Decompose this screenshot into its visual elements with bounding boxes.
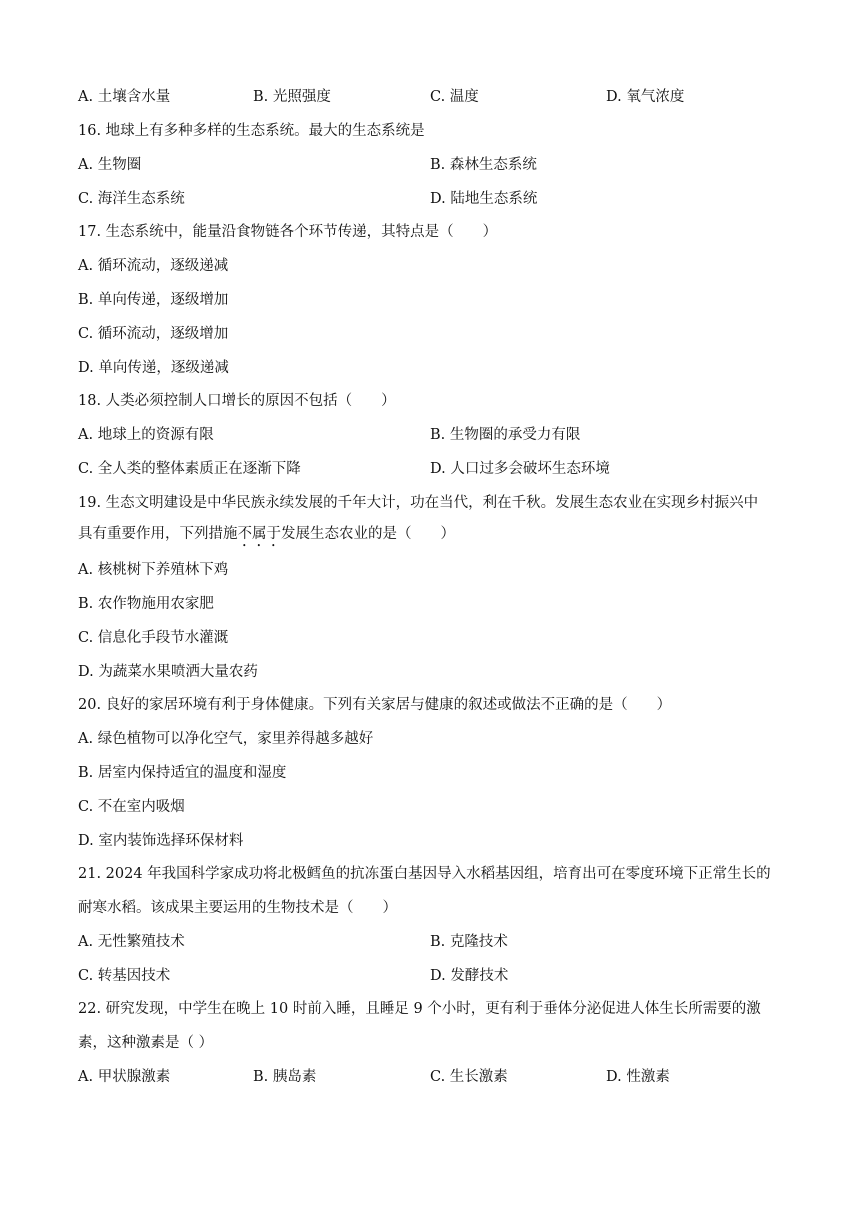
q19-option-b: B. 农作物施用农家肥 xyxy=(78,596,214,612)
q15-option-c: C. 温度 xyxy=(430,89,479,105)
q18-option-a: A. 地球上的资源有限 xyxy=(78,427,214,443)
q17-option-a: A. 循环流动，逐级递减 xyxy=(78,258,229,274)
q16-options-row2 xyxy=(78,189,798,209)
q21-option-b: B. 克隆技术 xyxy=(430,934,508,950)
q19-stem-pre: 具有重要作用，下列措施 xyxy=(78,526,238,542)
q19-stem-post: 发展生态农业的是（ ） xyxy=(281,526,455,542)
q18-options-row1 xyxy=(78,425,798,445)
q20-option-d: D. 室内装饰选择环保材料 xyxy=(78,833,244,849)
q16-stem: 16. 地球上有多种多样的生态系统。最大的生态系统是 xyxy=(78,123,425,139)
q17-option-b: B. 单向传递，逐级增加 xyxy=(78,292,229,308)
q19-option-a: A. 核桃树下养殖林下鸡 xyxy=(78,562,229,578)
q19-stem-line1: 19. 生态文明建设是中华民族永续发展的千年大计，功在当代，利在千秋。发展生态农业在实现乡村振兴中 xyxy=(78,495,759,511)
q21-option-c: C. 转基因技术 xyxy=(78,968,171,984)
q20-option-b: B. 居室内保持适宜的温度和湿度 xyxy=(78,765,287,781)
q18-options-row2 xyxy=(78,459,798,479)
q20-stem: 20. 良好的家居环境有利于身体健康。下列有关家居与健康的叙述或做法不正确的是（ ） xyxy=(78,697,672,713)
q19-option-c: C. 信息化手段节水灌溉 xyxy=(78,630,229,646)
q20-option-a: A. 绿色植物可以净化空气，家里养得越多越好 xyxy=(78,731,374,747)
q15-option-d: D. 氧气浓度 xyxy=(606,89,685,105)
q21-options-row1 xyxy=(78,932,798,952)
q18-stem: 18. 人类必须控制人口增长的原因不包括（ ） xyxy=(78,393,396,409)
q18-option-c: C. 全人类的整体素质正在逐渐下降 xyxy=(78,461,301,477)
q21-options-row2 xyxy=(78,966,798,986)
q16-options-row1 xyxy=(78,155,798,175)
q22-stem-line2: 素，这种激素是（ ） xyxy=(78,1035,214,1051)
q15-option-a: A. 土壤含水量 xyxy=(78,89,171,105)
q17-stem: 17. 生态系统中，能量沿食物链各个环节传递，其特点是（ ） xyxy=(78,224,498,240)
q21-option-d: D. 发酵技术 xyxy=(430,968,509,984)
q22-options xyxy=(78,1067,798,1087)
q22-option-c: C. 生长激素 xyxy=(430,1069,508,1085)
q22-option-d: D. 性激素 xyxy=(606,1069,670,1085)
q15-option-b: B. 光照强度 xyxy=(253,89,331,105)
q20-option-c: C. 不在室内吸烟 xyxy=(78,799,185,815)
q17-option-d: D. 单向传递，逐级递减 xyxy=(78,360,229,376)
q22-option-b: B. 胰岛素 xyxy=(253,1069,317,1085)
q19-stem-emphasis: 不属于 xyxy=(237,526,281,542)
q22-option-a: A. 甲状腺激素 xyxy=(78,1069,171,1085)
q19-option-d: D. 为蔬菜水果喷洒大量农药 xyxy=(78,664,258,680)
q22-stem-line1: 22. 研究发现，中学生在晚上 10 时前入睡，且睡足 9 个小时，更有利于垂体分泌促进人体生长所需要的激 xyxy=(78,1001,761,1017)
q19-stem-line2 xyxy=(78,524,455,550)
q21-option-a: A. 无性繁殖技术 xyxy=(78,934,185,950)
q16-option-a: A. 生物圈 xyxy=(78,157,142,173)
q16-option-d: D. 陆地生态系统 xyxy=(430,191,538,207)
q17-option-c: C. 循环流动，逐级增加 xyxy=(78,326,229,342)
q18-option-b: B. 生物圈的承受力有限 xyxy=(430,427,581,443)
q15-options xyxy=(78,87,798,107)
q16-option-b: B. 森林生态系统 xyxy=(430,157,537,173)
q21-stem-line1: 21. 2024 年我国科学家成功将北极鳕鱼的抗冻蛋白基因导入水稻基因组，培育出可在零度环境下正常生长的 xyxy=(78,866,771,882)
q21-stem-line2: 耐寒水稻。该成果主要运用的生物技术是（ ） xyxy=(78,900,397,916)
q18-option-d: D. 人口过多会破坏生态环境 xyxy=(430,461,610,477)
q16-option-c: C. 海洋生态系统 xyxy=(78,191,185,207)
